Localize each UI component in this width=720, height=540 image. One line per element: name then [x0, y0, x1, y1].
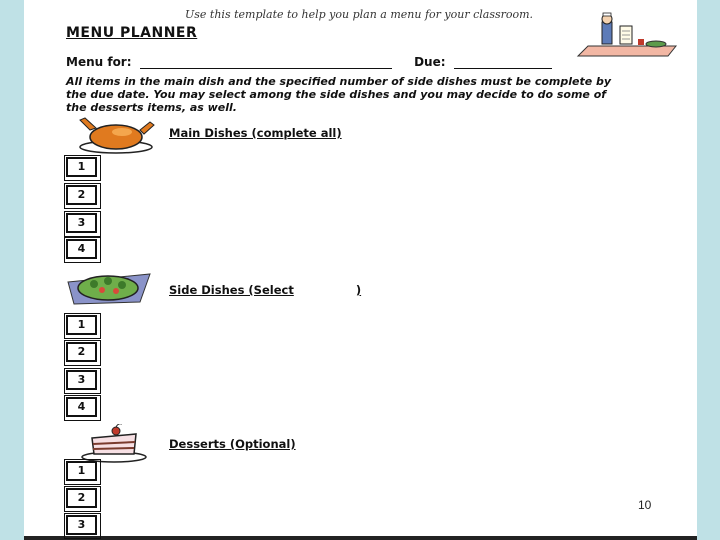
side-dishes-heading-close: )	[355, 283, 362, 297]
page-title: MENU PLANNER	[66, 25, 198, 41]
side-dish-2-box[interactable]: 2	[66, 342, 97, 362]
dessert-2-box[interactable]: 2	[66, 488, 97, 508]
menu-for-label: Menu for:	[66, 55, 132, 69]
main-dishes-heading: Main Dishes (complete all)	[169, 126, 342, 140]
menu-for-line	[66, 55, 552, 69]
desserts-heading: Desserts (Optional)	[169, 437, 296, 451]
side-dish-3-box[interactable]: 3	[66, 370, 97, 390]
salad-bowl-icon	[64, 268, 154, 308]
instructions: All items in the main dish and the specified number of side dishes must be complete by the due date. You may select among the side dishes and you may decide to do some of the desserts items, as well.	[66, 75, 612, 114]
roast-turkey-icon	[76, 116, 158, 156]
chef-at-table-icon	[572, 12, 684, 60]
main-dish-4-box[interactable]: 4	[66, 239, 97, 259]
dessert-1-box[interactable]: 1	[66, 461, 97, 481]
side-dishes-heading	[169, 283, 361, 297]
side-dish-1-box[interactable]: 1	[66, 315, 97, 335]
side-dish-4-box[interactable]: 4	[66, 397, 97, 417]
slide-page-number: 10	[638, 498, 652, 512]
main-dish-2-box[interactable]: 2	[66, 185, 97, 205]
dessert-3-box[interactable]: 3	[66, 515, 97, 535]
due-blank[interactable]	[454, 56, 552, 69]
side-dishes-heading-text: Side Dishes (Select	[169, 283, 294, 297]
main-dish-1-box[interactable]: 1	[66, 157, 97, 177]
top-note: Use this template to help you plan a menu for your classroom.	[185, 8, 534, 21]
main-dish-3-box[interactable]: 3	[66, 213, 97, 233]
bottom-rule	[24, 536, 697, 540]
menu-for-blank[interactable]	[140, 56, 392, 69]
due-label: Due:	[414, 55, 446, 69]
cake-slice-icon	[78, 424, 148, 464]
